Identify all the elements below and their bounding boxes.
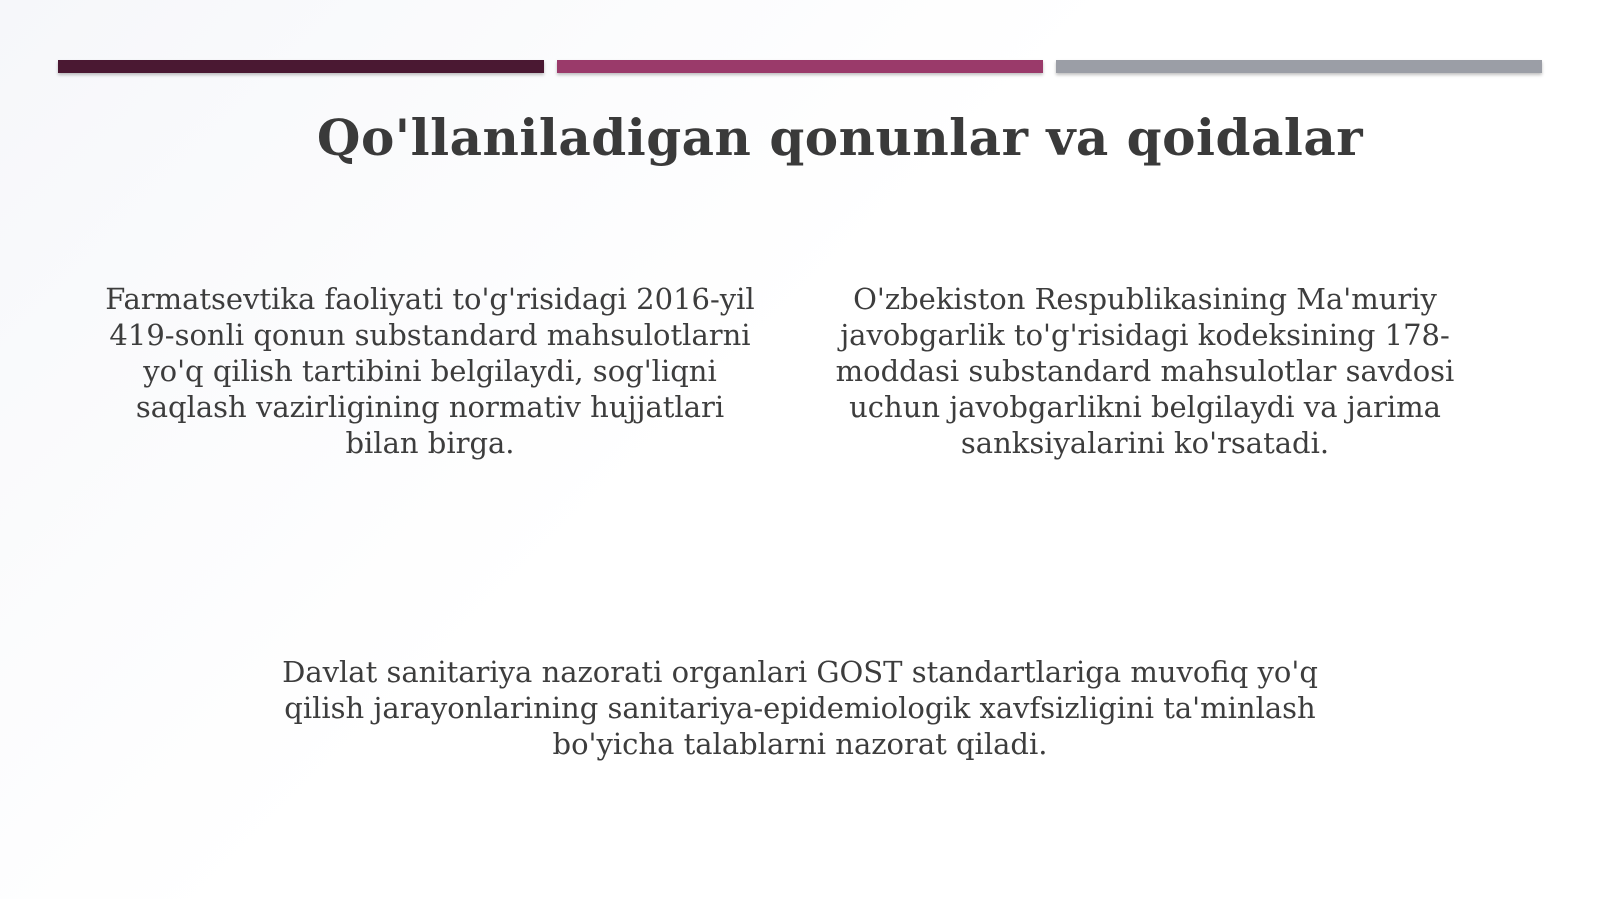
accent-bar-gray (1056, 60, 1542, 73)
slide-title: Qo'llaniladigan qonunlar va qoidalar (316, 108, 1364, 167)
accent-bars (58, 60, 1542, 74)
paragraph-bottom: Davlat sanitariya nazorati organlari GOST standartlariga muvofiq yo'q qilish jarayonlarining sanitariya-epidemiologik xavfsizligini ta'minlash bo'yicha talablarni nazorat qiladi. (282, 655, 1318, 761)
accent-bar-dark (58, 60, 544, 73)
paragraph-left: Farmatsevtika faoliyati to'g'risidagi 2016-yil 419-sonli qonun substandard mahsulotlarni yo'q qilish tartibini belgilaydi, sog'liqni saqlash vazirligining normativ hujjatlari bilan birga. (105, 282, 755, 460)
paragraph-right: O'zbekiston Respublikasining Ma'muriy javobgarlik to'g'risidagi kodeksining 178-moddasi substandard mahsulotlar savdosi uchun javobgarlikni belgilaydi va jarima sanksiyalarini ko'rsatadi. (835, 282, 1455, 460)
accent-bar-magenta (557, 60, 1043, 73)
